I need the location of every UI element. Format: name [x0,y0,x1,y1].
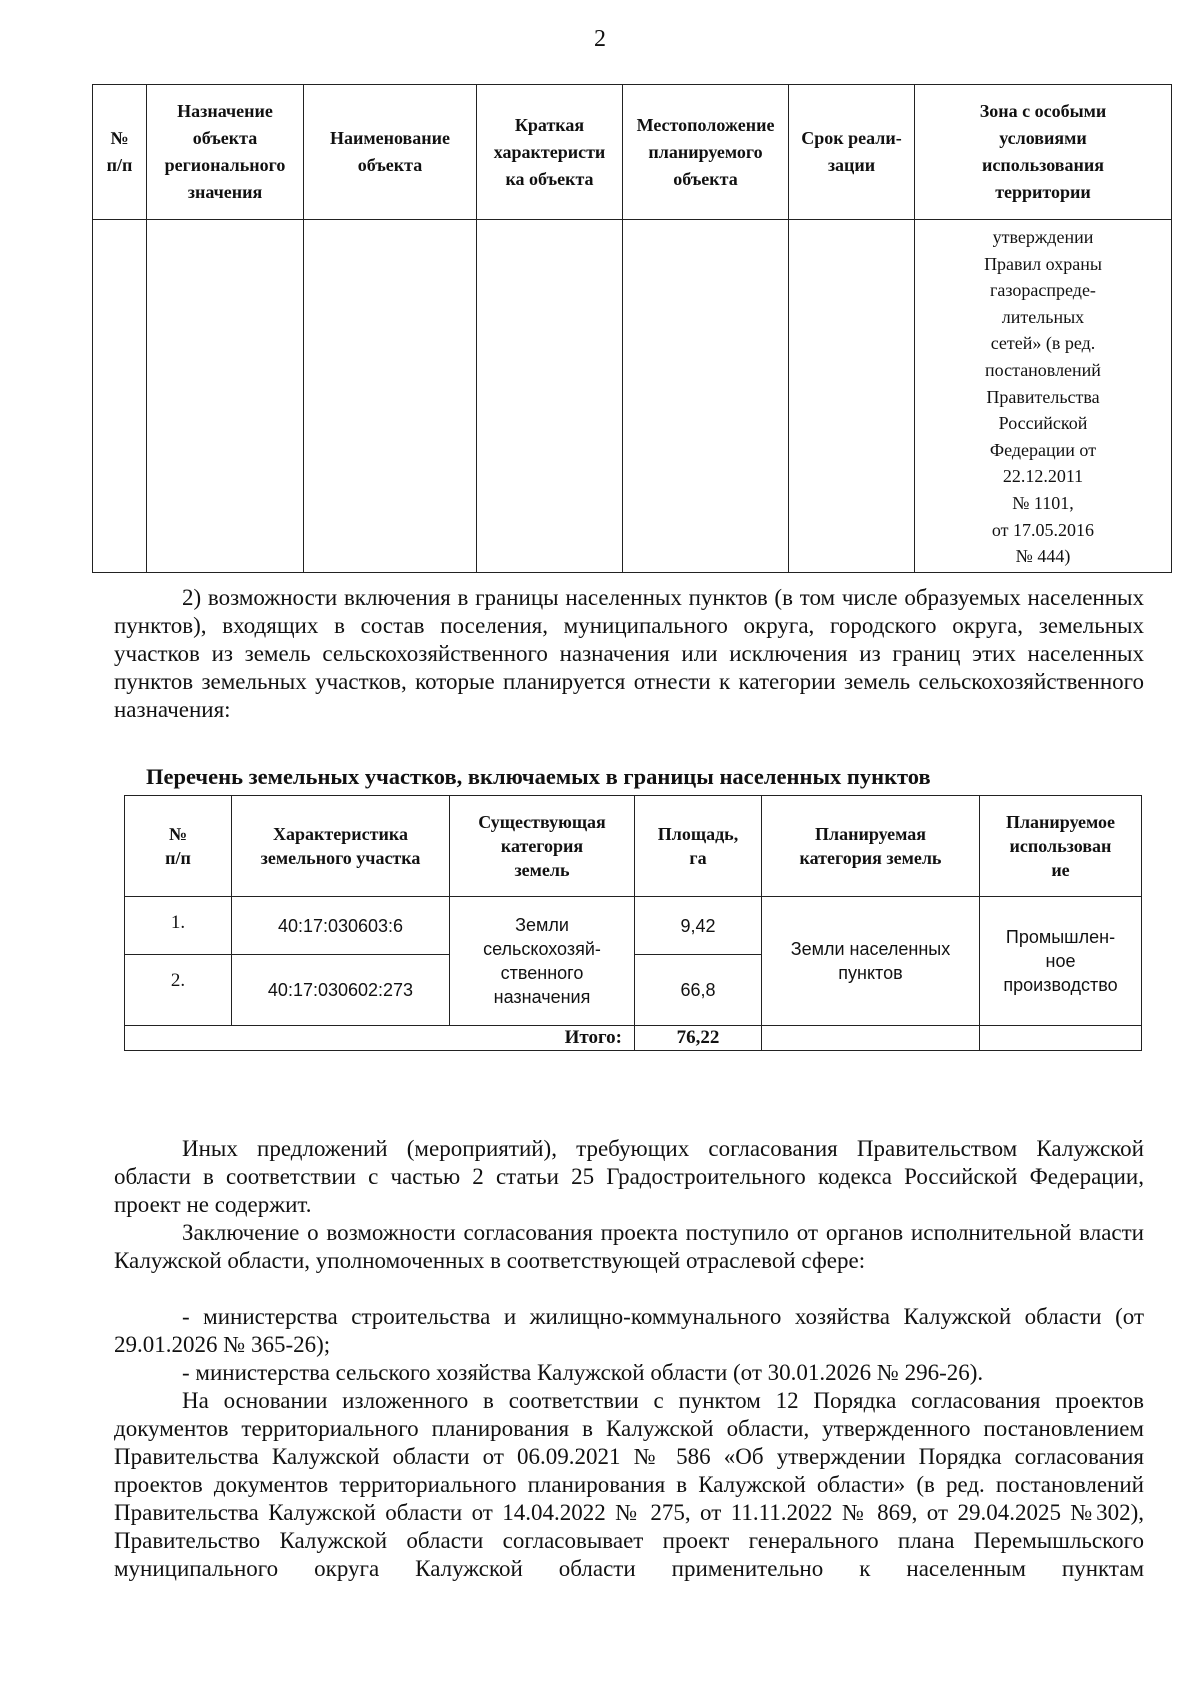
zone-continuation-cell [915,220,1172,573]
continuation-line: № 444) [1015,546,1071,567]
land-parcels-table [124,795,1142,1051]
parcel-area: 66,8 [635,955,762,1026]
row-number: 2. [125,955,232,1026]
total-label: Итого: [125,1026,635,1051]
continuation-line: Правил охраны [984,253,1102,274]
zone-continuation-text [915,220,1171,570]
header-num: № п/п [125,796,232,897]
continuation-line: Правительства [986,386,1100,407]
parcel-area: 9,42 [635,897,762,955]
planned-use-cell: Промышлен- ное производство [980,897,1142,1026]
header-term: Срок реали- зации [789,85,915,220]
header-purpose: Назначение объекта регионального значения [147,85,304,220]
total-row [125,1026,1142,1051]
continuation-line: лительных [1001,306,1085,327]
table-header-row [93,85,1172,220]
parcel-cadastral-number: 40:17:030603:6 [232,897,450,955]
header-planned-use: Планируемое использован ие [980,796,1142,897]
header-name: Наименование объекта [304,85,477,220]
item-construction-ministry: - министерства строительства и жилищно-коммунального хозяйства Калужской области (от 29.01.2026 № 365-26); [114,1304,1144,1357]
item-agriculture-ministry: - министерства сельского хозяйства Калужской области (от 30.01.2026 № 296-26). [182,1360,984,1385]
header-planned-category: Планируемая категория земель [762,796,980,897]
row-number: 1. [125,897,232,955]
total-area: 76,22 [635,1026,762,1051]
paragraph-conclusion: Заключение о возможности согласования проекта поступило от органов исполнительной власти Калужской области, уполномоченных в соответствующей отраслевой сфере: [114,1220,1144,1273]
header-description: Краткая характеристи ка объекта [477,85,623,220]
table-header-row [125,796,1142,897]
regional-objects-table [92,84,1172,573]
continuation-line: сетей» (в ред. [990,333,1096,354]
planned-category-cell: Земли населенных пунктов [762,897,980,1026]
continuation-line: газораспреде- [990,280,1096,301]
land-parcels-table-title: Перечень земельных участков, включаемых в границы населенных пунктов [146,764,931,789]
continuation-line: Российской [998,413,1088,434]
page-number: 2 [594,26,606,52]
header-parcel: Характеристика земельного участка [232,796,450,897]
header-zone: Зона с особыми условиями использования территории [915,85,1172,220]
table-row [93,220,1172,573]
paragraph-inclusion: 2) возможности включения в границы населенных пунктов (в том числе образуемых населенных пунктов), входящих в состав поселения, муниципального округа, городского округа, земельных участков из земель сельскохозяйственного назначения или исключения из границ этих населенных пунктов земельных участков, которые планируется отнести к категории земель сельскохозяйственного назначения: [114,585,1144,722]
paragraph-basis: На основании изложенного в соответствии с пунктом 12 Порядка согласования проектов документов территориального планирования в Калужской области, утвержденного постановлением Правительства Калужской области от 06.09.2021 № 586 «Об утверждении Порядка согласования проектов документов территориального планирования в Калужской области» (в ред. постановлений Правительства Калужской области от 14.04.2022 № 275, от 11.11.2022 № 869, от 29.04.2025 №302), Правительство Калужской области согласовывает проект генерального плана Перемышльского муниципального округа Калужской области применительно к населенным пунктам [114,1388,1144,1581]
continuation-line: постановлений [985,359,1101,380]
table-row [125,897,1142,955]
continuation-line: Федерации от [989,439,1097,460]
existing-category-cell: Земли сельскохозяй- ственного назначения [450,897,635,1026]
continuation-line: № 1101, [1012,492,1074,513]
paragraph-no-proposals: Иных предложений (мероприятий), требующих согласования Правительством Калужской области в соответствии с частью 2 статьи 25 Градостроительного кодекса Российской Федерации, проект не содержит. [114,1136,1144,1217]
continuation-line: 22.12.2011 [1002,466,1084,487]
header-num: № п/п [93,85,147,220]
parcel-cadastral-number: 40:17:030602:273 [232,955,450,1026]
header-existing-category: Существующая категория земель [450,796,635,897]
continuation-line: утверждении [992,227,1094,247]
header-area: Площадь, га [635,796,762,897]
continuation-line: от 17.05.2016 [991,519,1095,540]
header-location: Местоположение планируемого объекта [623,85,789,220]
